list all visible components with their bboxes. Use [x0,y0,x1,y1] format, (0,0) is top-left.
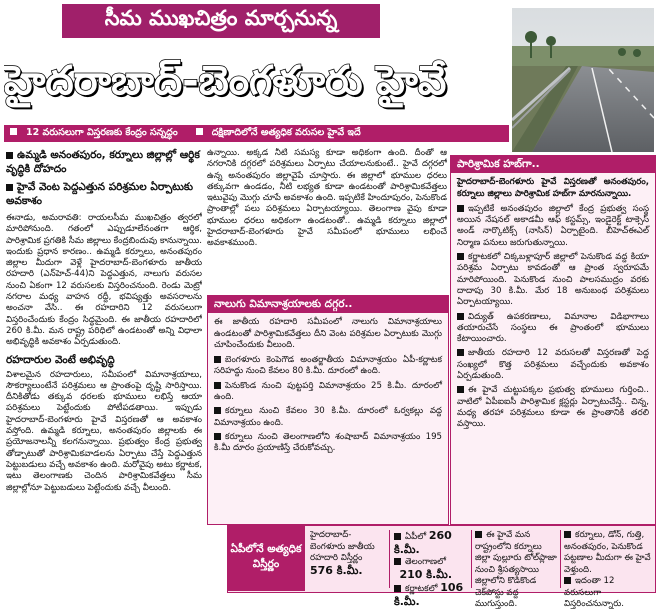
airport-item [214,432,442,455]
airport-item [214,381,442,404]
bullet-text: ఉమ్మడి అనంతపురం, కర్నూలు జిల్లాల్లో ఆర్థిక వృద్ధికి దోహదం [6,149,200,175]
state-lengths-cell [394,530,468,609]
airport-item-text: పెనుకొండ నుంచి పుట్టపర్తి విమానాశ్రయం 25 కి.మీ. దూరంలో ఉంది. [214,380,442,403]
square-bullet-icon [475,531,482,538]
bullet-point-1 [6,148,202,176]
strip-left-text: 12 వరుసలుగా విస్తరణకు కేంద్రం సన్నద్ధం [26,127,178,138]
total-length-label: హైదరాబాద్-బెంగళూరు జాతీయ రహదారి విస్తీర్ణం [310,530,375,563]
square-bullet-icon [394,585,401,592]
square-bullet-icon [457,313,464,320]
airport-item-text: కర్నూలు నుంచి కేవలం 30 కి.మీ. దూరంలో ఓర్వకల్లు వద్ద విమానాశ్రయం ఉంది. [214,406,442,428]
industrial-hub-intro: హైదరాబాద్-బెంగళూరు హైవే విస్తరణతో అనంతపురం, కర్నూలు జిల్లాలు పారిశ్రామిక హబ్‌గా మారనున్నాయి. [457,177,649,199]
article-paragraph-2: విశాలమైన రహదారులు, సమీపంలో విమానాశ్రయాలు, సౌకర్యాలుంటేనే పరిశ్రమలు ఆ ప్రాంతంపై దృష్టి సారిస్తాయి. దీనికితోడు తక్కువ ధరలకు భూములు లభిస్తే ఆయా పరిశ్రమలు పెట్టేందుకు పోటీపడతాయి. ఇప్పుడు హైదరాబాద్-బెంగళూరు హైవే విస్తరణతో ఆ అవకాశం వస్తోంది. ఉమ్మడి కర్నూలు, అనంతపురం జిల్లాలకు ఈ ప్రయోజనాలన్నీ కలగనున్నాయి. ప్రభుత్వం కేంద్ర ప్రభుత్వ తోడ్పాటుతో పారిశ్రామికవాడలను ఏర్పాటు చేస్తే పెద్దఎత్తున పెట్టుబడులు వచ్చే అవకాశం ఉంది. మరోవైపు అటు కర్ణాటక, ఇటు తెలంగాణకు చెందిన పారిశ్రామికవేత్తలు సీమ జిల్లాల్లోనూ పెట్టుబడులు పెట్టేందుకు వచ్చే వీలుంది. [6,369,202,493]
square-bullet-icon [564,577,571,584]
kicker-banner [62,4,380,38]
square-bullet-icon [214,433,221,440]
strip-right-text: దక్షిణాదిలోనే అత్యధిక వరుసల హైవే ఇదే [211,127,361,138]
airports-box-title: నాలుగు విమానాశ్రయాలకు దగ్గర.. [208,296,448,313]
hub-item [457,385,649,430]
airport-item-text: కర్నూలు నుంచి తెలంగాణలోని శంషాబాద్ విమానాశ్రయం 195 కి.మీ దూరం ప్రయాణిస్తే చేరుకోవచ్చు. [214,431,442,454]
hub-item-text: ఈ హైవే చుట్టుపక్కల ప్రభుత్వ భూములు గుర్తించి.. వాటిలో ఏపీఐఐసీ పారిశ్రామిక క్లస్టర్లు ఏర్పాటుచేస్తే.. చిన్న, మధ్య తరహా పరిశ్రమలు కూడా ఈ ప్రాంతానికి తరలి వస్తాయి. [457,385,649,430]
square-bullet-icon [457,205,464,212]
article-column-2 [207,148,447,293]
section-heading: రహదారుల వెంటే అభివృద్ధి [6,353,115,366]
hub-item-text: విద్యుత్ ఉపకరణాలు, విమానాల విడిభాగాలు తయారుచేసే సంస్థలు ఈ ప్రాంతంలో భూములు కేటాయించారు. [457,311,649,345]
airport-item-text: బెంగళూరు కెంపెగౌడ అంతర్జాతీయ విమానాశ్రయం ఏపీ-కర్ణాటక సరిహద్దు నుంచి కేవలం 80 కి.మీ. దూరంలో ఉంది. [214,355,442,377]
expansion-text: ఇదంతా 12 వరుసలుగా విస్తరించనున్నారు. [564,576,625,609]
square-bullet-icon [457,253,464,260]
bullet-icon [10,128,17,135]
headline: హైదరాబాద్-బెంగళూరు హైవే [4,58,447,104]
industrial-hub-title: పారిశ్రామిక హబ్‌గా.. [451,156,655,173]
hub-item [457,312,649,346]
square-bullet-icon [457,386,464,393]
ap-label: ఏపీలో [405,532,427,542]
industrial-hub-box [450,155,656,525]
strip-right [190,127,373,140]
bullet-point-2 [6,180,202,208]
square-bullet-icon [214,382,221,389]
bullet-icon [196,128,203,135]
hub-item-text: జాతీయ రహదారి 12 వరుసలతో విస్తరణతో పెద్ద సంఖ్యలో కొత్త పరిశ్రమలు వచ్చేందుకు అవకాశం ఏర్పడుతుంది. [457,348,649,382]
total-length-cell [310,530,386,578]
square-bullet-icon [394,558,401,565]
divider [389,530,390,588]
total-length-value: 576 కి.మీ. [310,563,363,577]
square-bullet-icon [6,184,13,191]
kicker-text: సీమ ముఖచిత్రం మార్చనున్న [104,6,338,30]
hub-item [457,252,649,308]
hub-item-text: కర్ణాటకలో చిక్కబళ్లాపూర్ జిల్లాలో పెనుకొండ వద్ద కియా పరిశ్రమ ఏర్పాటు కావడంతో ఆ ప్రాంత స్వరూపమే మారిపోయింది. పెనుకొండ నుంచి పాలసముద్రం వరకు దాదాపు 30 కి.మీ. మేర 18 అనుబంధ పరిశ్రమలు ఏర్పాటయ్యాయి. [457,252,649,308]
airport-item [214,406,442,429]
square-bullet-icon [457,349,464,356]
karnataka-length: 106 కి.మీ. [394,581,464,608]
square-bullet-icon [6,152,13,159]
subheadline-strip [4,125,509,142]
bullet-text: హైవే వెంట పెద్దఎత్తున పరిశ్రమల ఏర్పాటుకు అవకాశం [6,181,193,207]
article-paragraph-1: ఈనాడు, అమరావతి: రాయలసీమ ముఖచిత్రం త్వరలో మారిపోనుంది. గతంలో ఎప్పుడూలేనంతగా ఆర్థిక, పారిశ్రామిక ప్రగతికి సీమ జిల్లాలు కేంద్రబిందువు కానున్నాయి. ఇందుకు ప్రధాన కారణం.. ఉమ్మడి కర్నూలు, అనంతపురం జిల్లాల మీదుగా వెళ్లే హైదరాబాద్-బెంగళూరు జాతీయ రహదారి (ఎన్‌హెచ్-44)ని పెద్దఎత్తున, నాలుగు వరుసల నుంచి ఏకంగా 12 వరుసలకు విస్తరించనుంది. రెండు మెట్రో నగరాల మధ్య వాహన రద్దీ, భవిష్యత్తు అవసరాలను అంచనా వేసి.. ఈ రహదారిని 12 వరుసలుగా విస్తరించేందుకు కేంద్రం సిద్ధమైంది. ఈ జాతీయ రహదారిలో 260 కి.మీ. మన రాష్ట్ర పరిధిలో ఉండటంతో అన్ని విధాలా అభివృద్ధికి అవకాశం ఏర్పడుతుంది. [6,213,202,348]
article-column-1 [6,148,202,590]
airports-box [207,295,449,525]
square-bullet-icon [394,533,401,540]
divider [560,530,561,588]
hub-item [457,204,649,249]
highway-photo [512,8,654,152]
airports-intro: ఈ జాతీయ రహదారి సమీపంలో నాలుగు విమానాశ్రయాలు ఉండటంతో పారిశ్రామికవేత్తలు దీని వెంట పరిశ్రమల ఏర్పాటుకు మొగ్గు చూపించేందుకు వీలుంది. [214,317,442,350]
telangana-length: 210 కి.మీ. [399,567,452,581]
square-bullet-icon [214,356,221,363]
route-endpoints-text: ఈ హైవే మన రాష్ట్రంలోని కర్నూలు జిల్లా పుల్లూరు టోల్‌ప్లాజా నుంచి శ్రీసత్యసాయి జిల్లాలోని కొడికొండ చెక్‌పోస్టు వద్ద ముగుస్తుంది. [475,530,557,609]
karnataka-label: కర్ణాటకలో [405,584,438,594]
divider [471,530,472,588]
towns-text: కర్నూలు, డోన్, గుత్తి, అనంతపురం, పెనుకొండ పట్టణాల మీదుగా ఈ హైవే వెళ్తుంది. [564,530,651,575]
airport-item [214,355,442,378]
towns-cell [564,530,652,611]
route-endpoints-cell [475,530,557,611]
square-bullet-icon [564,531,571,538]
telangana-label: తెలంగాణలో [405,557,446,567]
square-bullet-icon [214,407,221,414]
hub-item [457,348,649,382]
hub-item-text: ఇప్పటికే అనంతపురం జిల్లాలో కేంద్ర ప్రభుత్వ సంస్థ అయిన నేషనల్ అకాడమీ ఆఫ్ కస్టమ్స్, ఇండైరెక్ట్ టాక్సెస్ అండ్ నార్కొటిక్స్ (నాసిన్) ఏర్పాటైంది. బీహెచ్‌ఈఎల్ నిర్మాణ పనులు జరుగుతున్నాయి. [457,203,649,248]
distance-info-label-text: ఏపీలోనే అత్యధిక విస్తీర్ణం [230,543,302,570]
distance-info-label [227,525,305,591]
article-paragraph-3: ఉన్నాయి. అక్కడ నీటి సమస్య కూడా అధికంగా ఉంది. దీంతో ఆ నగరానికి దగ్గరలో పరిశ్రమలు ఏర్పాటు చేయాలనుకుంటే.. హైవే దగ్గరలో ఉన్న అనంతపురం జిల్లావైపే చూస్తారు. ఈ జిల్లాలో భూముల ధరలు తక్కువగా ఉండడం, నీటి లభ్యత కూడా ఉండటంతో పారిశ్రామికవేత్తలు ఇటువైపు మొగ్గు చూపే అవకాశం ఉంది. ఇప్పటికే హిందూపురం, పెనుకొండ ప్రాంతాల్లో పలు పరిశ్రమలు ఏర్పాటయ్యాయి. తెలంగాణ వైపు కూడా భూముల ధరలు అధికంగా ఉండటంతో.. ఉమ్మడి కర్నూలు జిల్లాలో హైదరాబాద్-బెంగళూరు హైవే సమీపంలో భూములు లభించే అవకాశముంది. [207,148,447,249]
ap-length: 260 కి.మీ. [394,530,452,556]
strip-left [4,127,190,140]
